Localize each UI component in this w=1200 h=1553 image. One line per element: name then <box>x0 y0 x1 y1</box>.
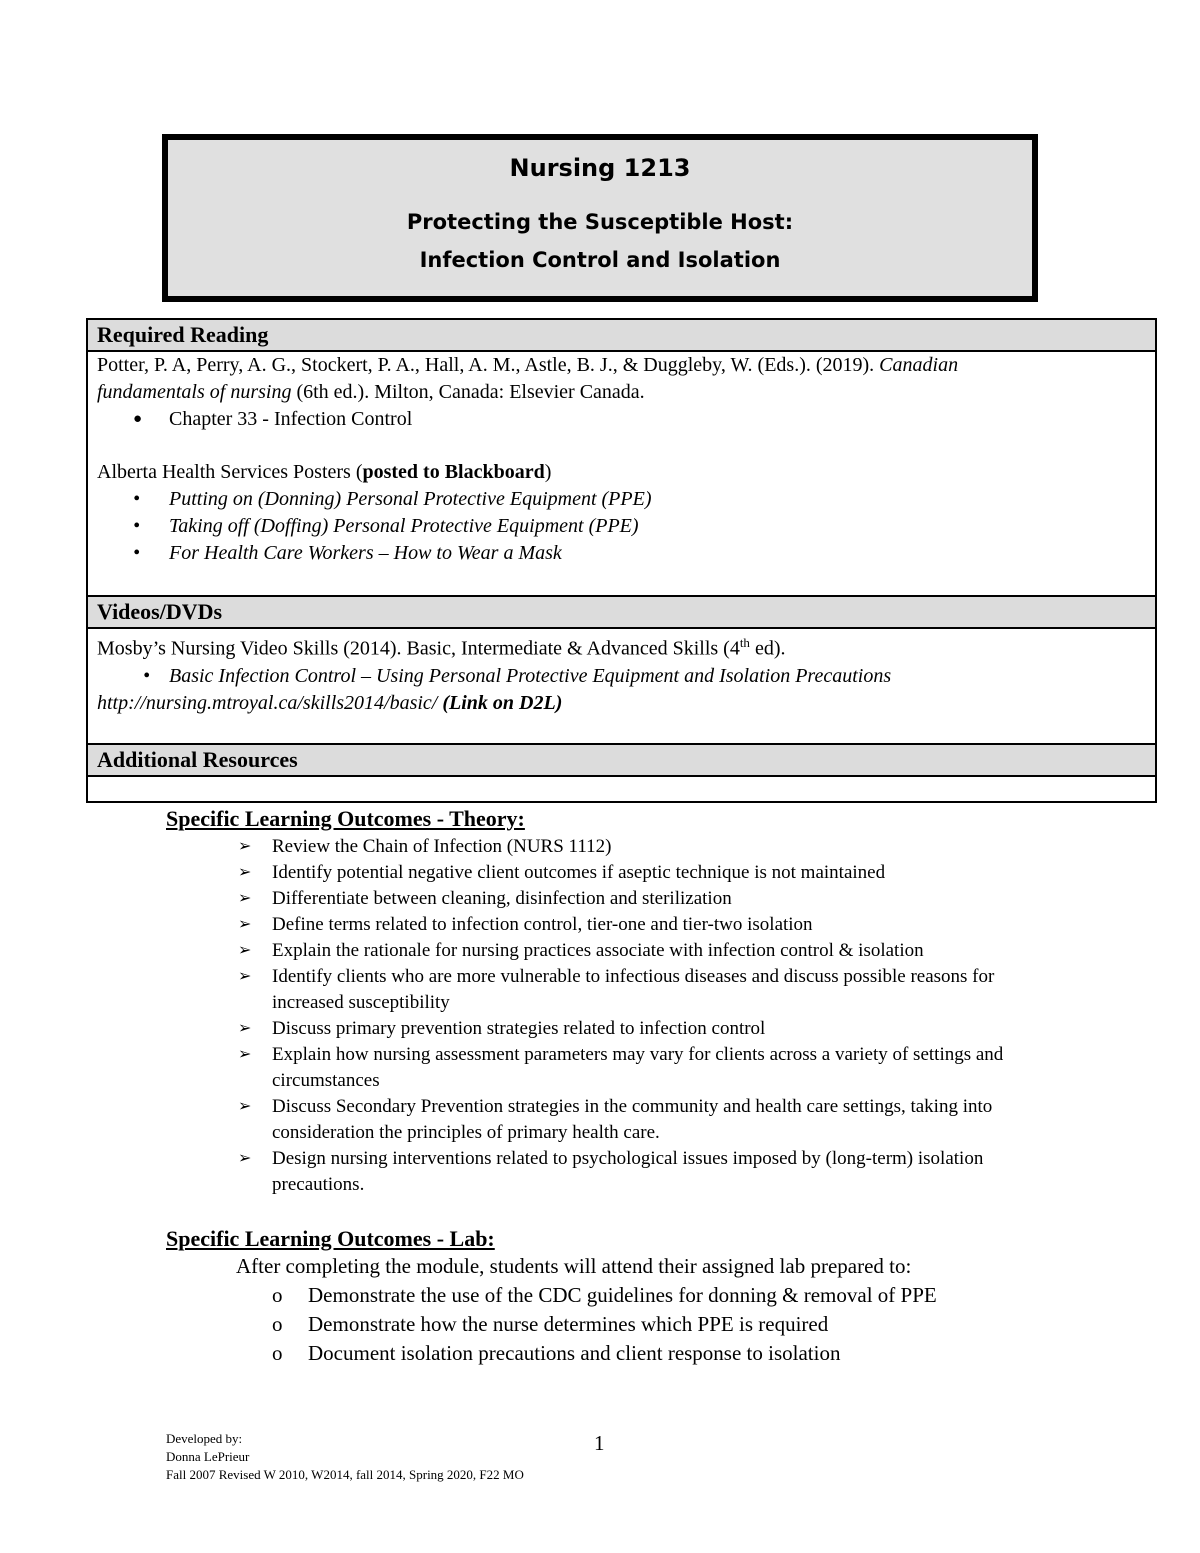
list-item: ➢ Review the Chain of Infection (NURS 1112) <box>238 834 1038 860</box>
list-item: ➢ Explain the rationale for nursing practices associate with infection control & isolation <box>238 938 1038 964</box>
list-item: ➢ Differentiate between cleaning, disinfection and sterilization <box>238 886 1038 912</box>
theory-outcomes-list <box>238 834 1038 1198</box>
arrow-bullet-icon: ➢ <box>238 890 252 907</box>
arrow-bullet-icon: ➢ <box>238 838 252 855</box>
arrow-bullet-icon: ➢ <box>238 1150 252 1167</box>
video-url[interactable]: http://nursing.mtroyal.ca/skills2014/basic/ <box>97 691 438 714</box>
circle-bullet-icon: o <box>272 1312 283 1336</box>
resources-table <box>86 318 1157 803</box>
module-title: Protecting the Susceptible Host: <box>406 210 794 234</box>
additional-resources-header: Additional Resources <box>87 744 1156 776</box>
videos-header: Videos/DVDs <box>87 596 1156 628</box>
list-item: ➢ Identify clients who are more vulnerable to infectious diseases and discuss possible reasons for increased susceptibility <box>238 966 995 1013</box>
list-item: ● Chapter 33 - Infection Control <box>97 406 1146 433</box>
bullet-icon: • <box>133 542 141 564</box>
bullet-icon: • <box>143 664 151 687</box>
list-item: ➢ Explain how nursing assessment parameters may vary for clients across a variety of settings and circumstances <box>238 1044 1004 1091</box>
video-list <box>97 663 1146 690</box>
page-number: 1 <box>594 1431 605 1455</box>
arrow-bullet-icon: ➢ <box>238 968 252 985</box>
bullet-icon: • <box>133 488 141 510</box>
bullet-icon: ● <box>133 411 143 427</box>
video-citation: Mosby’s Nursing Video Skills (2014). Basic, Intermediate & Advanced Skills (4th ed). <box>97 635 786 660</box>
footer <box>166 1430 524 1484</box>
list-item: • Taking off (Doffing) Personal Protective Equipment (PPE) <box>97 513 1146 540</box>
videos-content <box>87 628 1156 744</box>
course-title: Nursing 1213 <box>509 154 691 182</box>
required-reading-header: Required Reading <box>87 319 1156 351</box>
list-item: ➢ Define terms related to infection control, tier-one and tier-two isolation <box>238 912 1038 938</box>
additional-resources-content <box>87 776 1156 802</box>
list-item: ➢ Identify potential negative client outcomes if aseptic technique is not maintained <box>238 860 1038 886</box>
list-item: • Basic Infection Control – Using Personal Protective Equipment and Isolation Precautions <box>97 663 1146 690</box>
list-item: • For Health Care Workers – How to Wear a Mask <box>97 540 1146 567</box>
chapter-list <box>97 406 1146 433</box>
posters-intro: Alberta Health Services Posters (posted to Blackboard) <box>97 461 552 483</box>
list-item: ➢ Design nursing interventions related to psychological issues imposed by (long-term) isolation precautions. <box>238 1148 984 1195</box>
footer-revisions: Fall 2007 Revised W 2010, W2014, fall 2014, Spring 2020, F22 MO <box>166 1467 524 1482</box>
arrow-bullet-icon: ➢ <box>238 916 252 933</box>
list-item: o Demonstrate how the nurse determines which PPE is required <box>272 1310 937 1339</box>
bullet-icon: • <box>133 515 141 537</box>
list-item: ➢ Discuss Secondary Prevention strategies in the community and health care settings, taking into consideration the principles of primary health care. <box>238 1096 993 1143</box>
footer-developed-by: Developed by: <box>166 1431 243 1446</box>
lab-intro: After completing the module, students will attend their assigned lab prepared to: <box>236 1254 912 1278</box>
lab-outcomes-list <box>272 1281 937 1368</box>
list-item: • Putting on (Donning) Personal Protective Equipment (PPE) <box>97 486 1146 513</box>
lab-heading: Specific Learning Outcomes - Lab: <box>166 1226 495 1251</box>
circle-bullet-icon: o <box>272 1341 283 1365</box>
list-item: ➢ Discuss primary prevention strategies related to infection control <box>238 1016 1038 1042</box>
posters-list <box>97 486 1146 567</box>
arrow-bullet-icon: ➢ <box>238 942 252 959</box>
theory-heading: Specific Learning Outcomes - Theory: <box>166 806 525 831</box>
arrow-bullet-icon: ➢ <box>238 1098 252 1115</box>
module-subtitle: Infection Control and Isolation <box>419 248 781 272</box>
textbook-citation: Potter, P. A, Perry, A. G., Stockert, P. A., Hall, A. M., Astle, B. J., & Duggleby, W. (Eds.). (2019). Canadian fundamentals of nursing (6th ed.). Milton, Canada: Elsevier Canada. <box>97 354 959 403</box>
circle-bullet-icon: o <box>272 1283 283 1307</box>
list-item: o Document isolation precautions and client response to isolation <box>272 1339 937 1368</box>
arrow-bullet-icon: ➢ <box>238 1046 252 1063</box>
list-item: o Demonstrate the use of the CDC guidelines for donning & removal of PPE <box>272 1281 937 1310</box>
arrow-bullet-icon: ➢ <box>238 1020 252 1037</box>
arrow-bullet-icon: ➢ <box>238 864 252 881</box>
footer-author: Donna LePrieur <box>166 1449 250 1464</box>
title-box <box>162 134 1038 302</box>
video-link[interactable]: http://nursing.mtroyal.ca/skills2014/basic/ (Link on D2L) <box>97 691 563 714</box>
required-reading-content <box>87 351 1156 596</box>
